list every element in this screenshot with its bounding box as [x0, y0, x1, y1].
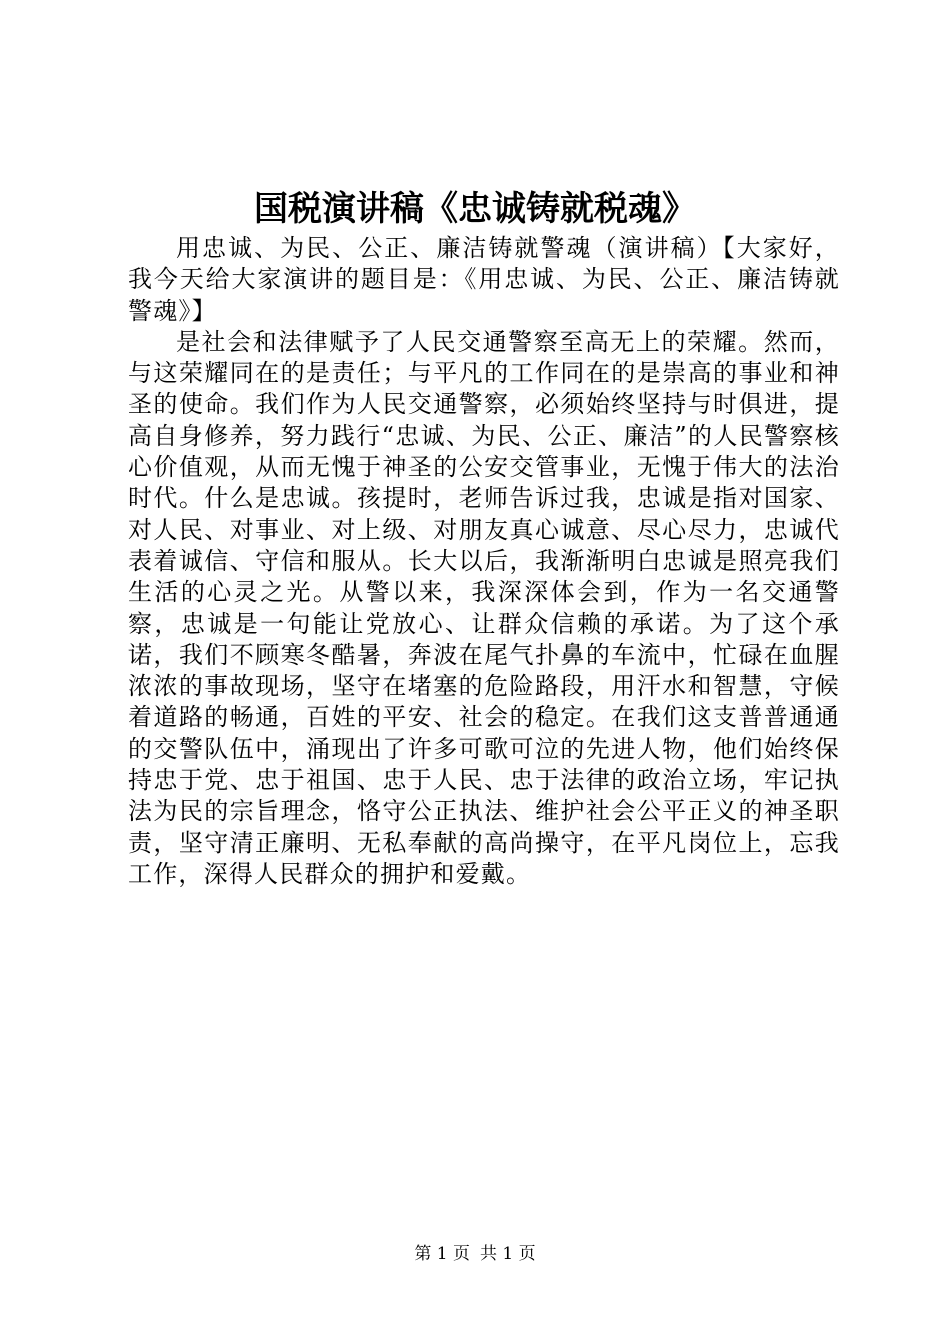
page-footer	[0, 1243, 950, 1265]
document-body	[128, 233, 840, 890]
page-total: 共 1 页	[480, 1244, 536, 1264]
page-number: 第 1 页	[414, 1244, 470, 1264]
paragraph-intro: 用忠诚、为民、公正、廉洁铸就警魂（演讲稿）【大家好，我今天给大家演讲的题目是：《用忠诚、为民、公正、廉洁铸就警魂》】	[128, 234, 840, 325]
document-title: 国税演讲稿《忠诚铸就税魂》	[254, 189, 696, 229]
paragraph-main: 是社会和法律赋予了人民交通警察至高无上的荣耀。然而，与这荣耀同在的是责任；与平凡的工作同在的是崇高的事业和神圣的使命。我们作为人民交通警察，必须始终坚持与时俱进，提高自身修养，努力践行“忠诚、为民、公正、廉洁”的人民警察核心价值观，从而无愧于神圣的公安交管事业，无愧于伟大的法治时代。什么是忠诚。孩提时，老师告诉过我，忠诚是指对国家、对人民、对事业、对上级、对朋友真心诚意、尽心尽力，忠诚代表着诚信、守信和服从。长大以后，我渐渐明白忠诚是照亮我们生活的心灵之光。从警以来，我深深体会到，作为一名交通警察，忠诚是一句能让党放心、让群众信赖的承诺。为了这个承诺，我们不顾寒冬酷暑，奔波在尾气扑鼻的车流中，忙碌在血腥浓浓的事故现场，坚守在堵塞的危险路段，用汗水和智慧，守候着道路的畅通，百姓的平安、社会的稳定。在我们这支普普通通的交警队伍中，涌现出了许多可歌可泣的先进人物，他们始终保持忠于党、忠于祖国、忠于人民、忠于法律的政治立场，牢记执法为民的宗旨理念，恪守公正执法、维护社会公平正义的神圣职责，坚守清正廉明、无私奉献的高尚操守，在平凡岗位上，忘我工作，深得人民群众的拥护和爱戴。	[128, 327, 840, 888]
